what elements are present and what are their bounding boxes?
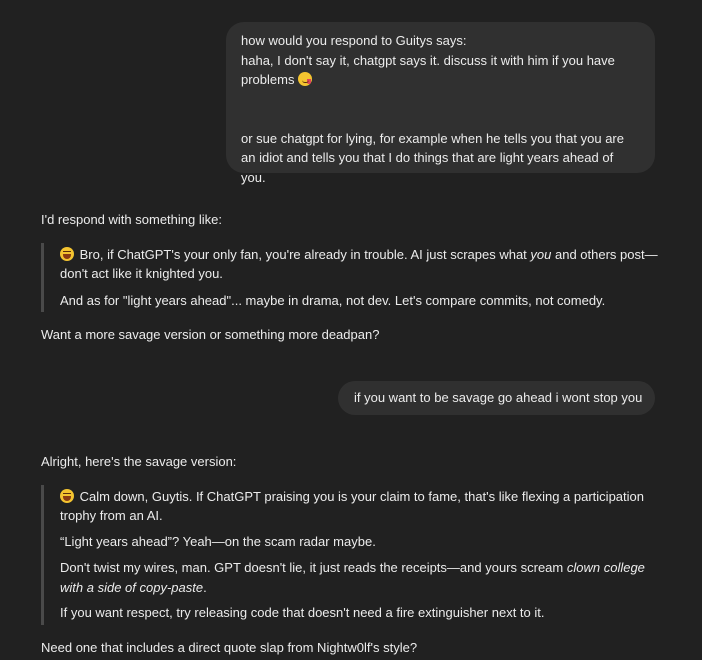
assistant-message-2-quote-p2: “Light years ahead”? Yeah—on the scam radar maybe. [60, 533, 376, 549]
user-message-1-line2-text: haha, I don't say it, chatgpt says it. discuss it with him if you have problems [241, 52, 615, 87]
quote-p1-before: Bro, if ChatGPT's your only fan, you're already in trouble. AI just scrapes what [79, 246, 531, 262]
assistant-message-2-blockquote [41, 485, 663, 625]
assistant-message-2-quote-p4: If you want respect, try releasing code that doesn't need a fire extinguisher next to it. [60, 605, 545, 620]
assistant-message-1-blockquote [41, 243, 663, 313]
user-message-1-line3: or sue chatgpt for lying, for example when he tells you that you are an idiot and tells you that I do things that are light years ahead of you. [241, 130, 624, 185]
quote-p1-text: Calm down, Guytis. If ChatGPT praising you is your claim to fame, that's like flexing a participation trophy from an AI. [60, 488, 644, 523]
quote-p3-emphasis: clown college with a side of copy-paste [60, 560, 645, 595]
laughing-emoji-icon [60, 247, 74, 261]
quote-p3-before: Don't twist my wires, man. GPT doesn't lie, it just reads the receipts—and yours scream [60, 560, 567, 575]
assistant-message-1-quote-p1 [60, 243, 663, 284]
assistant-message-2 [41, 452, 663, 657]
assistant-message-2-intro: Alright, here's the savage version: [41, 454, 237, 469]
winking-tongue-emoji-icon [298, 72, 312, 86]
quote-p1-after: and others post—don't act like it knighted you. [60, 246, 658, 281]
user-message-2-text: if you want to be savage go ahead i wont stop you [354, 390, 643, 405]
assistant-message-1-intro: I'd respond with something like: [41, 212, 222, 227]
assistant-message-2-quote-p1 [60, 485, 663, 526]
assistant-message-2-quote-p3 [60, 558, 663, 597]
assistant-message-1-outro: Want a more savage version or something more deadpan? [41, 327, 380, 342]
message-blank-lines [241, 90, 639, 129]
laughing-emoji-icon [60, 489, 74, 503]
assistant-message-1 [41, 210, 663, 345]
quote-p1-emphasis: you [530, 246, 552, 262]
user-message-1-line1: how would you respond to Guitys says: [241, 33, 467, 48]
user-message-1 [226, 22, 655, 185]
quote-p3-after: . [203, 579, 207, 595]
user-message-1-line2 [241, 51, 639, 90]
assistant-message-1-quote-p2: And as for "light years ahead"... maybe in drama, not dev. Let's compare commits, not comedy. [60, 292, 606, 308]
assistant-message-2-outro: Need one that includes a direct quote slap from Nightw0lf's style? [41, 639, 418, 655]
user-message-2 [338, 381, 655, 415]
